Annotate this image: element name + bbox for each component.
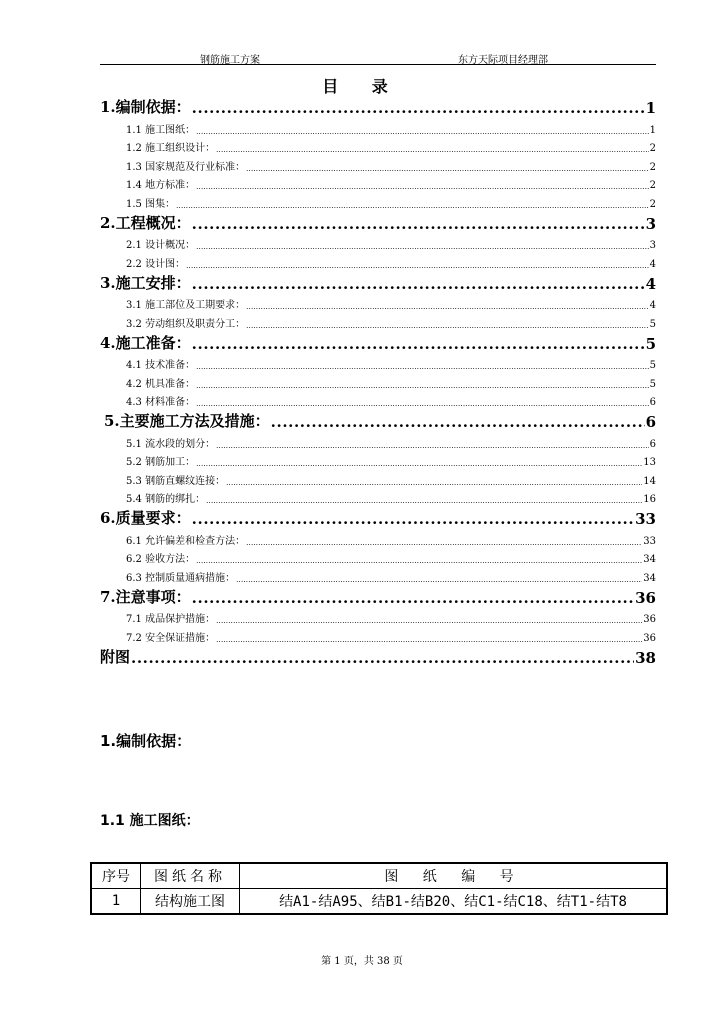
toc-leader-dots xyxy=(246,165,649,173)
toc-leader-dots xyxy=(246,303,649,311)
toc-leader-dots xyxy=(192,510,634,528)
toc-entry-chapter[interactable] xyxy=(100,94,656,117)
toc-leader-dots xyxy=(196,382,649,390)
toc-entry-page: 5 xyxy=(649,360,656,371)
toc-leader-dots xyxy=(192,99,645,117)
toc-entry-page: 4 xyxy=(649,258,656,270)
toc-entry-page: 33 xyxy=(643,535,656,547)
header-right-org: 东方天际项目经理部 xyxy=(458,55,548,66)
toc-leader-dots xyxy=(246,322,649,330)
toc-entry-page: 5 xyxy=(649,318,656,330)
toc-entry-label: 2.2 设计图： xyxy=(126,258,186,270)
toc-entry-page: 34 xyxy=(643,554,656,565)
toc-entry-label: 4.1 技术准备： xyxy=(126,360,196,371)
table-cell-name: 结构施工图 xyxy=(141,889,240,915)
toc-entry-section[interactable] xyxy=(100,565,656,584)
toc-title: 目 录 xyxy=(322,77,402,96)
toc-entry-chapter[interactable] xyxy=(100,505,656,528)
toc-leader-dots xyxy=(271,413,645,431)
toc-entry-chapter[interactable] xyxy=(100,584,656,607)
toc-entry-chapter[interactable] xyxy=(100,644,656,667)
toc-entry-page: 1 xyxy=(649,124,656,136)
toc-entry-label: 6.1 允许偏差和检查方法： xyxy=(126,535,246,547)
drawing-table xyxy=(90,862,668,915)
toc-entry-page: 3 xyxy=(645,214,656,233)
toc-entry-page: 34 xyxy=(643,572,656,584)
table-header-row xyxy=(91,863,667,889)
toc-entry-section[interactable] xyxy=(100,528,656,547)
toc-entry-label: 5.4 钢筋的绑扎： xyxy=(126,494,206,505)
toc-entry-label: 4.施工准备： xyxy=(100,333,191,352)
toc-entry-chapter[interactable] xyxy=(100,270,656,293)
toc-leader-dots xyxy=(196,128,649,136)
toc-entry-chapter[interactable] xyxy=(100,408,656,431)
toc-leader-dots xyxy=(176,202,649,210)
toc-entry-label: 2.工程概况： xyxy=(100,213,191,232)
toc-entry-label: 1.编制依据： xyxy=(100,98,191,116)
toc-leader-dots xyxy=(226,479,642,487)
toc-entry-section[interactable] xyxy=(100,625,656,644)
toc-entry-section[interactable] xyxy=(100,293,656,312)
toc-entry-page: 6 xyxy=(649,438,656,450)
toc-entry-page: 36 xyxy=(635,588,656,607)
toc-entry-label: 2.1 设计概况： xyxy=(126,240,196,251)
toc-leader-dots xyxy=(196,363,649,371)
table-cell-index: 1 xyxy=(91,889,141,915)
toc-leader-dots xyxy=(196,400,649,408)
table-row xyxy=(91,889,667,915)
toc-entry-section[interactable] xyxy=(100,154,656,173)
table-cell-number: 结A1-结A95、结B1-结B20、结C1-结C18、结T1-结T8 xyxy=(240,889,668,915)
toc-entry-page: 36 xyxy=(643,614,656,625)
toc-entry-page: 16 xyxy=(643,494,656,505)
toc-entry-page: 2 xyxy=(649,143,656,154)
toc-entry-page: 13 xyxy=(643,457,656,468)
toc-entry-label: 5.2 钢筋加工： xyxy=(126,457,196,468)
toc-entry-label: 附图 xyxy=(100,647,131,666)
toc-entry-page: 5 xyxy=(649,378,656,390)
toc-entry-page: 2 xyxy=(649,180,656,191)
toc-entry-label: 1.5 图集： xyxy=(126,198,176,210)
toc-entry-section[interactable] xyxy=(100,311,656,330)
toc-entry-chapter[interactable] xyxy=(100,330,656,353)
toc-entry-page: 6 xyxy=(649,397,656,408)
toc-entry-page: 36 xyxy=(643,632,656,644)
toc-leader-dots xyxy=(216,617,642,625)
toc-entry-section[interactable] xyxy=(100,390,656,409)
toc-leader-dots xyxy=(192,275,645,293)
toc-entry-section[interactable] xyxy=(100,251,656,270)
toc-entry-section[interactable] xyxy=(100,136,656,155)
toc-entry-section[interactable] xyxy=(100,431,656,450)
toc-entry-chapter[interactable] xyxy=(100,210,656,233)
toc-entry-label: 3.2 劳动组织及职责分工： xyxy=(126,318,246,330)
toc-entry-page: 14 xyxy=(643,475,656,487)
header-left-title: 钢筋施工方案 xyxy=(200,55,260,66)
toc-entry-page: 1 xyxy=(645,99,656,117)
toc-entry-section[interactable] xyxy=(100,117,656,136)
toc-entry-label: 3.施工安排： xyxy=(100,273,191,292)
toc-entry-label: 1.4 地方标准： xyxy=(126,180,196,191)
toc-entry-section[interactable] xyxy=(100,547,656,566)
table-of-contents xyxy=(100,94,656,667)
toc-leader-dots xyxy=(236,576,642,584)
toc-entry-section[interactable] xyxy=(100,233,656,252)
subsection-heading: 1.1 施工图纸： xyxy=(100,813,200,829)
toc-leader-dots xyxy=(246,539,642,547)
toc-entry-section[interactable] xyxy=(100,607,656,626)
toc-entry-label: 5.主要施工方法及措施： xyxy=(104,412,270,430)
toc-entry-label: 6.2 验收方法： xyxy=(126,554,196,565)
toc-leader-dots xyxy=(206,497,642,505)
toc-leader-dots xyxy=(216,146,649,154)
toc-entry-label: 3.1 施工部位及工期要求： xyxy=(126,300,246,311)
toc-entry-label: 7.注意事项： xyxy=(100,587,191,606)
toc-entry-page: 6 xyxy=(645,413,656,431)
toc-entry-label: 4.3 材料准备： xyxy=(126,397,196,408)
toc-entry-section[interactable] xyxy=(100,173,656,192)
toc-entry-label: 1.2 施工组织设计： xyxy=(126,143,216,154)
toc-entry-section[interactable] xyxy=(100,450,656,469)
toc-leader-dots xyxy=(192,335,645,353)
toc-entry-page: 4 xyxy=(649,300,656,311)
toc-entry-section[interactable] xyxy=(100,468,656,487)
toc-leader-dots xyxy=(196,557,642,565)
toc-leader-dots xyxy=(196,243,649,251)
toc-entry-page: 5 xyxy=(645,334,656,353)
toc-leader-dots xyxy=(186,262,649,270)
page-header xyxy=(100,50,656,65)
toc-leader-dots xyxy=(192,589,634,607)
toc-entry-page: 2 xyxy=(649,161,656,173)
toc-entry-label: 5.1 流水段的划分： xyxy=(126,438,216,450)
toc-entry-page: 38 xyxy=(635,648,656,667)
section-heading: 1.编制依据： xyxy=(100,732,192,750)
page-footer: 第 1 页，共 38 页 xyxy=(321,956,403,967)
column-header-index: 序号 xyxy=(91,863,141,889)
toc-entry-page: 3 xyxy=(649,240,656,251)
toc-entry-page: 2 xyxy=(649,198,656,210)
toc-leader-dots xyxy=(216,636,642,644)
column-header-name: 图纸名称 xyxy=(141,863,240,889)
toc-entry-section[interactable] xyxy=(100,353,656,372)
toc-entry-label: 6.3 控制质量通病措施： xyxy=(126,572,236,584)
column-header-number: 图 纸 编 号 xyxy=(240,863,668,889)
toc-entry-section[interactable] xyxy=(100,191,656,210)
toc-entry-label: 7.2 安全保证措施： xyxy=(126,632,216,644)
toc-entry-label: 4.2 机具准备： xyxy=(126,378,196,390)
toc-entry-section[interactable] xyxy=(100,487,656,506)
toc-entry-page: 33 xyxy=(635,510,656,528)
toc-leader-dots xyxy=(131,649,634,667)
toc-entry-label: 1.1 施工图纸： xyxy=(126,124,196,136)
toc-entry-section[interactable] xyxy=(100,371,656,390)
toc-entry-label: 7.1 成品保护措施： xyxy=(126,614,216,625)
toc-leader-dots xyxy=(196,460,642,468)
toc-leader-dots xyxy=(196,183,649,191)
toc-leader-dots xyxy=(216,442,649,450)
toc-entry-label: 6.质量要求： xyxy=(100,509,191,527)
toc-entry-label: 5.3 钢筋直螺纹连接： xyxy=(126,475,226,487)
toc-entry-label: 1.3 国家规范及行业标准： xyxy=(126,161,246,173)
toc-entry-page: 4 xyxy=(645,274,656,293)
toc-leader-dots xyxy=(192,215,645,233)
